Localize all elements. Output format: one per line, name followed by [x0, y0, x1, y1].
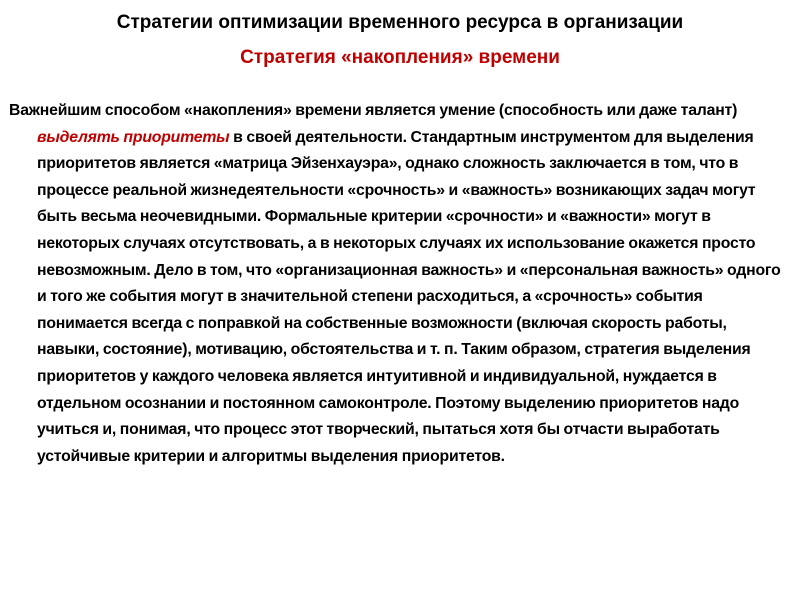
- paragraph-text-rest: в своей деятельности. Стандартным инструментом для выделения приоритетов является «матрица Эйзенхауэра», однако сложность заключается в том, что в процессе реальной жизнедеятельности «срочность» и «важность» возникающих задач могут быть весьма неочевидными. Формальные критерии «срочности» и «важности» могут в некоторых случаях отсутствовать, а в некоторых случаях их использование окажется просто невозможным. Дело в том, что «организационная важность» и «персональная важность» одного и того же события могут в значительной степени расходиться, а «срочность» события понимается всегда с поправкой на собственные возможности (включая скорость работы, навыки, состояние), мотивацию, обстоятельства и т. п. Таким образом, стратегия выделения приоритетов у каждого человека является интуитивной и индивидуальной, нуждается в отдельном осознании и постоянном самоконтроле. Поэтому выделению приоритетов надо учиться и, понимая, что процесс этот творческий, пытаться хотя бы отчасти выработать устойчивые критерии и алгоритмы выделения приоритетов.: [37, 128, 781, 465]
- highlighted-phrase: выделять приоритеты: [37, 128, 230, 146]
- slide-subtitle: Стратегия «накопления» времени: [240, 47, 560, 68]
- body-paragraph: [9, 98, 790, 470]
- paragraph-text-start: Важнейшим способом «накопления» времени является умение (способность или даже талант): [9, 102, 738, 119]
- slide-title: Стратегии оптимизации временного ресурса в организации: [116, 12, 684, 33]
